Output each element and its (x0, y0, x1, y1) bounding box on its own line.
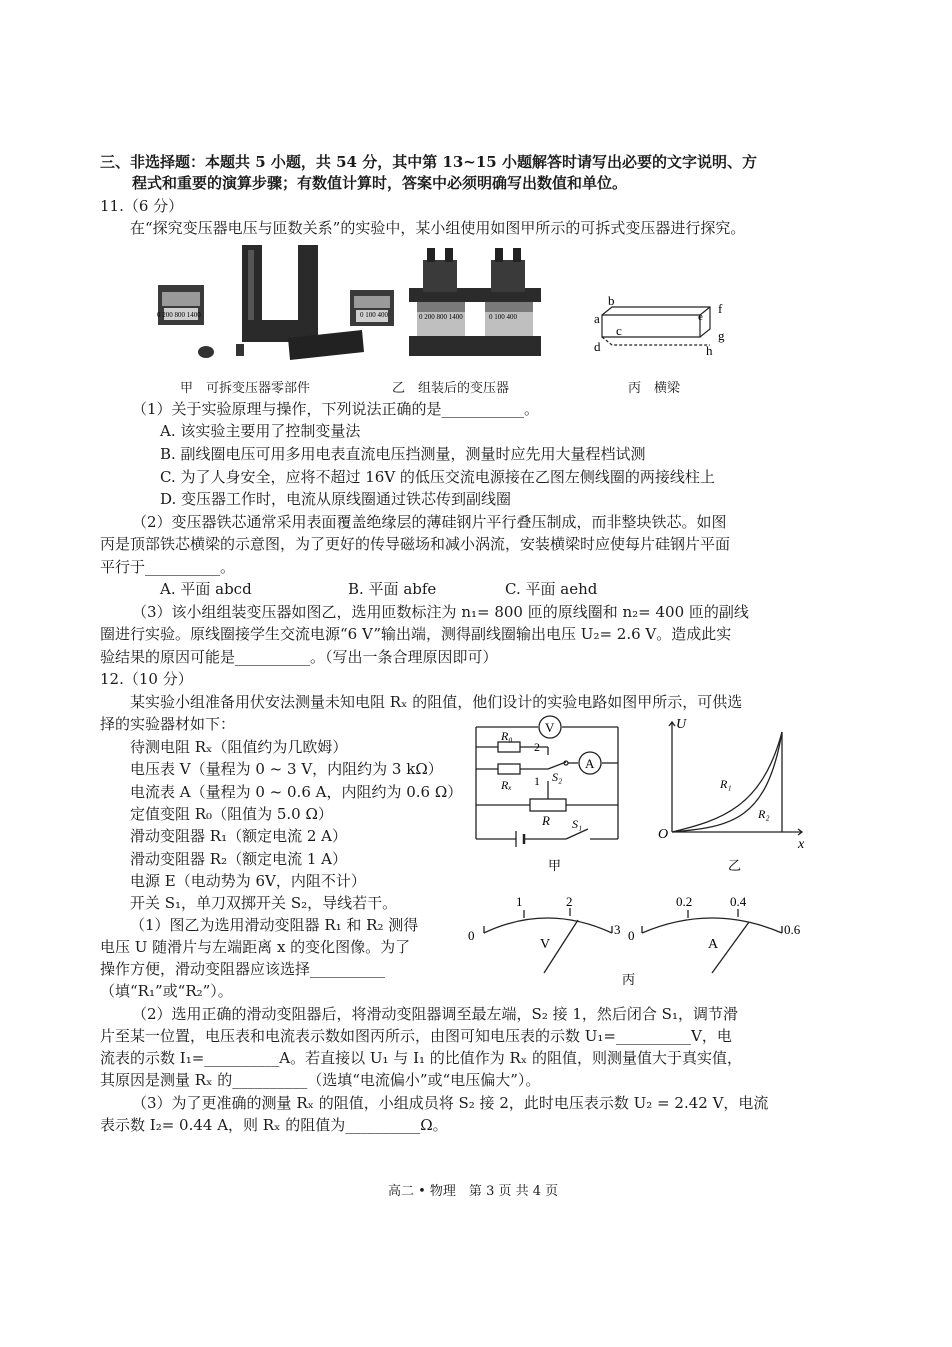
q11-p2-option-b: B. 平面 abfe (348, 580, 437, 598)
clamp-icon (236, 344, 244, 356)
circuit-caption: 甲 (548, 858, 562, 873)
q11-heading: 11.（6 分） (100, 197, 184, 215)
axis-label-x: x (798, 837, 805, 852)
page-footer: 高二 • 物理 第 3 页 共 4 页 (388, 1184, 559, 1199)
svg-text:0.6: 0.6 (784, 922, 801, 937)
beam-label-g: g (718, 328, 725, 343)
q12-part1-line2: 电压 U 随滑片与左端距离 x 的变化图像。为了 (100, 938, 411, 956)
equipment-item: 滑动变阻器 R₁（额定电流 2 A） (130, 827, 347, 845)
q11-part3-line2: 圈进行实验。原线圈接学生交流电源“6 V”输出端，测得副线圈输出电压 U₂= 2.6 V。造成此实 (100, 625, 732, 643)
q12-intro-line2: 择的实验器材如下： (100, 715, 236, 733)
equipment-item: 电压表 V（量程为 0 ~ 3 V，内阻约为 3 kΩ） (130, 760, 443, 778)
q12-part3-line1: （3）为了更准确的测量 Rₓ 的阻值，小组成员将 S₂ 接 2，此时电压表示数 U₂ = 2.42 V，电流 (132, 1094, 769, 1112)
figure-yi-assembled (405, 240, 545, 370)
graph-caption: 乙 (728, 858, 742, 873)
q11-part1: （1）关于实验原理与操作，下列说法正确的是___________。 (132, 400, 540, 418)
section-title-line2: 程式和重要的演算步骤；有数值计算时，答案中必须明确写出数值和单位。 (132, 174, 628, 192)
label-r: R (542, 813, 550, 828)
beam-label-h: h (706, 343, 713, 358)
equipment-item: 开关 S₁，单刀双掷开关 S₂，导线若干。 (130, 894, 398, 912)
coil-assembled-right-scale: 0 100 400 (489, 313, 517, 321)
voltmeter-label: V (540, 937, 551, 952)
axis-label-u: U (676, 717, 687, 732)
q12-part1-line4: （填“R₁”或“R₂”）。 (100, 982, 233, 1000)
svg-text:0.4: 0.4 (730, 894, 747, 909)
coil-right-icon (350, 290, 394, 326)
beam-label-f: f (718, 301, 723, 316)
q11-part3-line1: （3）该小组组装变压器如图乙，选用匝数标注为 n₁= 800 匝的原线圈和 n₂= 400 匝的副线 (132, 603, 749, 621)
u-core-icon (242, 245, 318, 342)
equipment-item: 电源 E（电动势为 6V，内阻不计） (130, 872, 366, 890)
q12-part1-line3: 操作方便，滑动变阻器应该选择__________ (100, 960, 386, 978)
fig-bing-caption: 丙 横梁 (628, 381, 681, 396)
q11-p1-option-b: B. 副线圈电压可用多用电表直流电压挡测量，测量时应先用大量程档试测 (160, 445, 646, 463)
curve-label-r2: R₂ (758, 807, 770, 821)
voltmeter-scale (484, 918, 612, 933)
curve-label-r1: R₁ (720, 777, 732, 791)
q11-p2-option-c: C. 平面 aehd (505, 580, 598, 598)
equipment-item: 滑动变阻器 R₂（额定电流 1 A） (130, 850, 347, 868)
ammeter-scale (642, 918, 782, 933)
q11-part2-line1: （2）变压器铁芯通常采用表面覆盖绝缘层的薄硅钢片平行叠压制成，而非整块铁芯。如图 (132, 513, 727, 531)
beam-label-b: b (608, 295, 615, 308)
svg-text:0: 0 (628, 928, 635, 943)
fig-jia-caption: 甲 可拆变压器零部件 (180, 381, 311, 396)
q12-intro-line1: 某实验小组准备用伏安法测量未知电阻 Rₓ 的阻值，他们设计的实验电路如图甲所示，可供选 (130, 693, 743, 711)
label-s1: S₁ (572, 817, 583, 831)
beam-label-c: c (616, 323, 622, 338)
label-s2-pos1: 1 (534, 774, 540, 788)
q12-part2-line1: （2）选用正确的滑动变阻器后，将滑动变阻器调至最左端，S₂ 接 1，然后闭合 S₁，调节滑 (132, 1005, 738, 1023)
svg-text:2: 2 (566, 894, 573, 909)
coil-left-scale: 0 200 800 1400 (157, 311, 201, 319)
q11-p1-option-c: C. 为了人身安全，应将不超过 16V 的低压交流电源接在乙图左侧线圈的两接线柱上 (160, 468, 715, 486)
fig-yi-caption: 乙 组装后的变压器 (392, 381, 510, 396)
q12-part1-line1: （1）图乙为选用滑动变阻器 R₁ 和 R₂ 测得 (130, 916, 419, 934)
label-s2-pos2: 2 (534, 740, 540, 754)
section-title-line1: 三、非选择题：本题共 5 小题，共 54 分，其中第 13~15 小题解答时请写出必要的文字说明、方 (100, 153, 757, 171)
q12-part2-line2: 片至某一位置，电压表和电流表示数如图丙所示，由图可知电压表的示数 U₁=__________V，电 (100, 1027, 732, 1045)
q11-part2-line2: 丙是顶部铁芯横梁的示意图，为了更好的传导磁场和减小涡流，安装横梁时应使每片硅钢片平面 (100, 535, 731, 553)
svg-text:0: 0 (468, 928, 475, 943)
q11-p1-option-d: D. 变压器工作时，电流从原线圈通过铁芯传到副线圈 (160, 490, 512, 508)
equipment-item: 待测电阻 Rₓ（阻值约为几欧姆） (130, 738, 348, 756)
q11-p2-option-a: A. 平面 abcd (160, 580, 252, 598)
label-rx: Rₓ (501, 778, 512, 792)
svg-text:1: 1 (516, 894, 523, 909)
screw-icon (198, 346, 214, 358)
label-s2: S₂ (552, 770, 563, 784)
equipment-item: 定值变阻 R₀（阻值为 5.0 Ω） (130, 805, 333, 823)
figure-jia-parts (150, 240, 400, 370)
coil-right-scale: 0 100 400 (360, 311, 388, 319)
circuit-diagram-jia (468, 715, 628, 875)
svg-text:3: 3 (614, 922, 621, 937)
q11-part3-line3: 验结果的原因可能是__________。（写出一条合理原因即可） (100, 648, 498, 666)
figure-bing-beam (588, 295, 738, 365)
beam-label-a: a (594, 311, 600, 326)
coil-assembled-left-scale: 0 200 800 1400 (419, 313, 463, 321)
q12-part3-line2: 表示数 I₂= 0.44 A，则 Rₓ 的阻值为__________Ω。 (100, 1116, 448, 1134)
origin-label: O (658, 827, 669, 842)
beam-label-d: d (594, 339, 601, 354)
graph-yi-u-vs-x (652, 712, 817, 877)
meters-caption: 丙 (622, 972, 636, 987)
svg-text:V: V (545, 720, 555, 735)
q12-part2-line3: 流表的示数 I₁=__________A。若直接以 U₁ 与 I₁ 的比值作为 Rₓ 的阻值，则测量值大于真实值， (100, 1049, 742, 1067)
svg-text:0.2: 0.2 (676, 894, 693, 909)
q11-intro: 在“探究变压器电压与匝数关系”的实验中，某小组使用如图甲所示的可拆式变压器进行探究。 (130, 219, 746, 237)
q12-part2-line4: 其原因是测量 Rₓ 的__________（选填“电流偏小”或“电压偏大”）。 (100, 1071, 541, 1089)
ammeter-label: A (708, 937, 719, 952)
q11-p1-option-a: A. 该实验主要用了控制变量法 (160, 422, 361, 440)
q11-part2-line3: 平行于__________。 (100, 558, 236, 576)
label-r0: R₀ (501, 729, 513, 743)
svg-text:A: A (585, 756, 595, 771)
q12-heading: 12.（10 分） (100, 670, 193, 688)
equipment-item: 电流表 A（量程为 0 ~ 0.6 A，内阻约为 0.6 Ω） (130, 783, 463, 801)
beam-label-e: e (698, 311, 703, 323)
meters-bing (462, 888, 812, 988)
coil-left-icon (158, 285, 204, 325)
